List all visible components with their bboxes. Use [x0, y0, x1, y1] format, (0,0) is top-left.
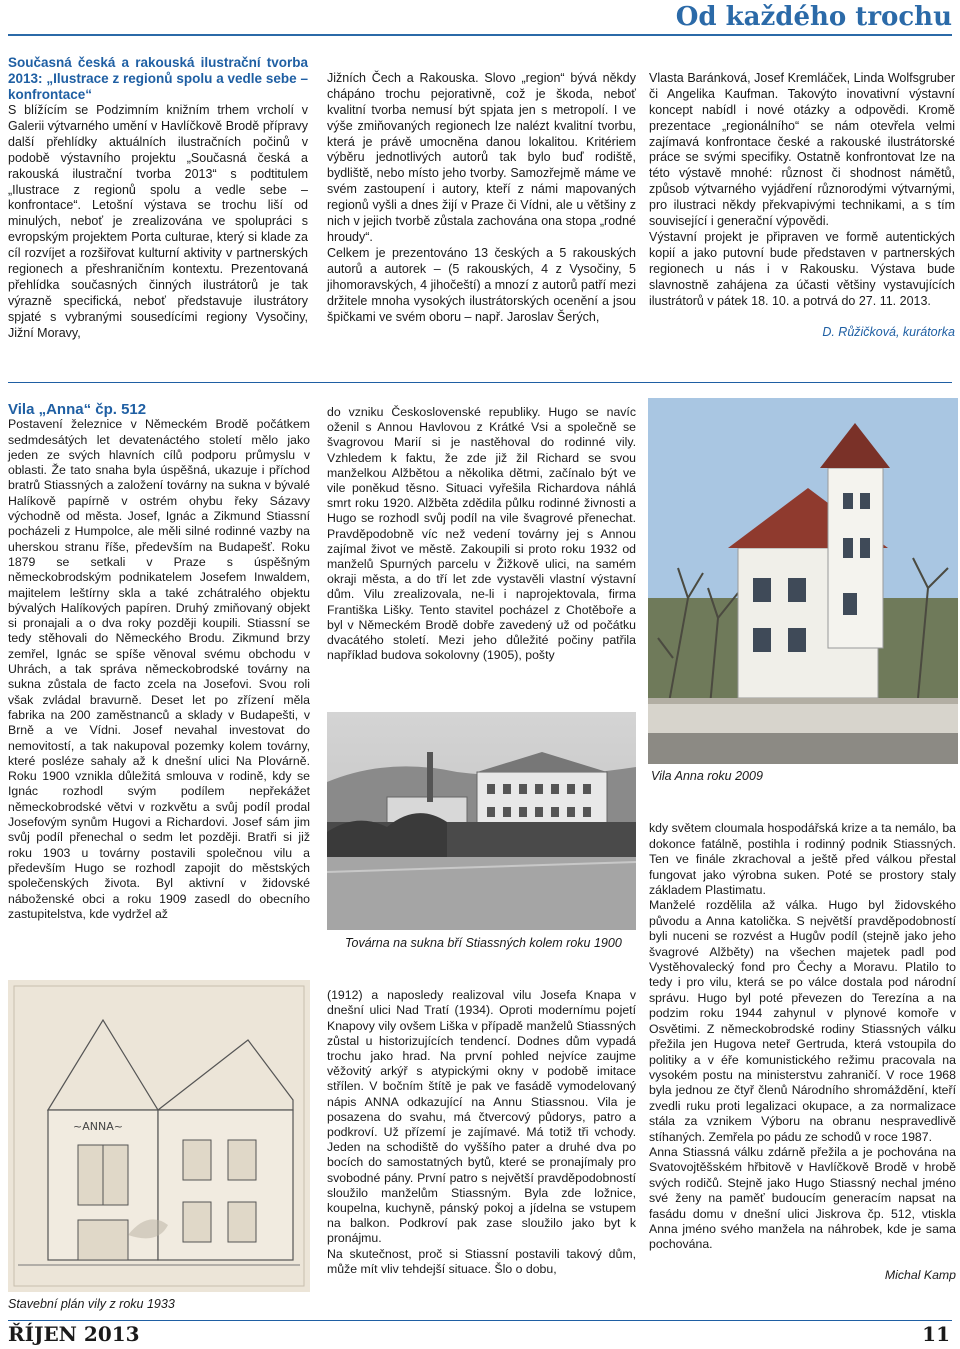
intro-text-1: S blížícím se Podzimním knižním trhem vrcholí v Galerii výtvarného umění v Havlíčkově Brodě přípravy další přehlídky aktuálních ilustračních počinů v podobě výstavního projektu „Současná česká a rakouská ilustrační tvorba 2013“ s podtitulem „Ilustrace z regionů spolu a vedle sebe – konfrontace“. Letošní výstava se trochu liší od minulých, neboť je zrealizována ve spolupráci s evropským projektem Porta culturae, který si klade za cíl rozvíjet a rozšiřovat kulturní aktivity v partnerských regionech a přeshraničním kontextu. Prezentovaná přehlídka současných činných ilustrátorů je tak výrazně specifická, neboť představuje ilustrátory spjaté s vybranými sousedícími regiony Vysočiny, Jižní Moravy,	[8, 103, 308, 340]
intro-title: Současná česká a rakouská ilustrační tvorba 2013: „Ilustrace z regionů spolu a vedle sebe – konfrontace“	[8, 55, 308, 102]
article-column-1	[8, 402, 310, 922]
section-divider	[8, 382, 952, 383]
caption-factory: Továrna na sukna bří Stiassných kolem roku 1900	[345, 936, 622, 950]
intro-column-1	[8, 55, 308, 342]
footer-rule	[8, 1320, 952, 1321]
article-text-2b: (1912) a naposledy realizoval vilu Josefa Knapa v dnešní ulici Nad Tratí (1934). Oproti modernímu pojetí Knapovy vily ovšem Liška v případě manželů Stiassných zůstal u historizujících tendencí. Dodnes dům vypadá trochu jako hrad. Na první pohled nejvíce zaujme věžovitý arkýř s atypickými okny v podobě imitace střílen. V bočním štítě je pak ve fasádě vymodelovaný nápis ANNA odkazující na Annu Stiassnou. Vila je posazena do svahu, má čtvercový půdorys, patro a podkroví. Už přízemí je zajímavé. Má totiž tři vchody. Jeden na schodiště do vyššího pater a druhé dva po bocích do samostatných bytů, které se pronajímaly pro svobodné pány. První patro s největší pravděpodobností sloužilo manželům Stiassným. Byla zde ložnice, koupelna, kuchyně, pánský pokoj a jídelna se vstupem na balkon. Podkroví pak zase sloužilo jako byt k pronájmu. Na skutečnost, proč si Stiassní postavili takový dům, může mít vliv tehdejší situace. Šlo o dobu,	[327, 988, 636, 1276]
article-signature: Michal Kamp	[884, 1268, 956, 1283]
section-title: Od každého trochu	[675, 2, 952, 32]
building-plan-image	[8, 980, 310, 1292]
article-text-3: kdy světem cloumala hospodářská krize a ta nemálo, ba dokonce fatálně, postihla i rodinný podnik Stiassných. Ten ve finále zkrachoval a ještě před válkou přestal fungovat jako výrobna suken. Poté se prostory staly základem Plastimatu. Manželé rozdělila až válka. Hugo byl židovského původu a Anna katolička. S největší pravděpodobností byli nuceni se rozvést a Hugův podíl (stejně jako jeho švagrové Alžběty) na všechen majetek padl pod Vystěhovalecký fond pro Čechy a Moravu. Platilo to tedy i pro vilu, která se po válce dostala pod národní správu. Hugo byl poté převezen do Terezína a na podzim roku 1944 zahynul v plynové komoře v Osvětimi. Z německobrodské rodiny Stiassných válku přežila jen Hugova neteř Gertruda, která vstoupila do politiky a v éře komunistického režimu pracovala na vysokém postu na ministerstvu zahraničí. V roce 1968 byla jednou ze čtyř členů Národního shromáždění, kteří zvedli ruku proti legalizaci okupace, a za normalizace stála za vznikem Výboru na obranu nespravedlivě stíhaných. Zemřela po pádu ze schodů v roce 1987. Anna Stiassná válku zdárně přežila a je pochována na Svatovojtěšském hřbitově v Havlíčkově Brodě v hrobě svých rodičů. Stejně jako Hugo Stiassný nechal jméno své ženy na paměť budoucím generacím napsat na fasádu domu v dnešní ulici Jiskrova čp. 512, vtiskla Anna jméno svého manžela na náhrobek, kde je sama pochována.	[649, 821, 956, 1252]
plan-sign-text: ~ANNA~	[73, 1120, 123, 1133]
caption-villa: Vila Anna roku 2009	[651, 769, 763, 783]
article-title: Vila „Anna“ čp. 512	[8, 401, 147, 418]
factory-photo	[327, 712, 636, 930]
article-column-3	[649, 806, 956, 1299]
footer-month: ŘÍJEN 2013	[8, 1322, 140, 1346]
intro-column-2	[327, 55, 636, 341]
article-text-2a: do vzniku Československé republiky. Hugo se navíc oženil s Annou Havlovou z Krátké Vsi a společně se švagrovou Marií si je nastěhoval do rodinné vily. Vzhledem k faktu, že zde již žil Richard se svou manželkou Alžbětou a několika dětmi, začínalo být ve vile poněkud těsno. Situaci vyřešila Richardova náhlá smrt roku 1920. Alžběta zdědila půlku rodinné živnosti a Hugo se rozhodl svůj podíl na vile švagrové přenechat. Pravděpodobně víc než vedení továrny jej s Annou zajímal život ve městě. Zakoupili si proto roku 1932 od manželů Spurných parcelu v Žižkově ulici, na samém okraji města, a do tří let zde vystavěli vlastní výstavní dům. Vilu zrealizovala, ne-li i naprojektovala, firma Františka Lišky. Tento stavitel pocházel z Chotěboře a byl v Německém Brodě dobře zavedený už od počátku dvacátého století. Mezi jeho důležité počiny patřila například budova sokolovny (1905), pošty	[327, 405, 636, 663]
article-column-2-bottom	[327, 973, 636, 1292]
page-number: 11	[922, 1322, 950, 1346]
intro-text-2: Jižních Čech a Rakouska. Slovo „region“ bývá někdy chápáno trochu pejorativně, což je škoda, neboť kvalitní tvorba nemusí být spjata jen s metropolí. I ve výše zmiňovaných regionech lze nalézt kvalitní tvorbu, která je právě umocněna danou lokalitou. Kritériem výběru jednotlivých autorů tak bylo buď rodiště, bydliště, nebo místo jeho tvorby. Samozřejmě máme ve svém zastoupení i autory, kteří z námi mapovaných regionů vyšli a dnes žijí v Praze či Vídni, ale u většiny z nich v jejich tvorbě zůstala zachována ona stopa „rodné hroudy“. Celkem je prezentováno 13 českých a 5 rakouských autorů a autorek – (5 rakouských, 4 z Vysočiny, 5 jihomoravských, 4 jihočeští) a mnozí z autorů patří mezi držitele mnoha vysokých ilustrátorských ocenění a jsou špičkami ve svém oboru – např. Jaroslav Šerých,	[327, 70, 636, 324]
intro-text-3: Vlasta Baránková, Josef Kremláček, Linda Wolfsgruber či Angelika Kaufman. Takovýto inovativní výstavní koncept nabídl i nové otázky a odpovědi. Kromě prezentace „regionálního“ se nám otevřela velmi zajímavá konfrontace české a rakouské ilustrátorské práce se svými specifiky. Ostatně konfrontovat lze na této výstavě mnohé: různost či shodnost námětů, způsob výtvarného vyjádření různorodými výtvarnými, pro ilustraci někdy překvapivými technikami, a s tím související i generační výpovědi. Výstavní projekt je připraven ve formě autentických kopií a jako putovní bude představen v partnerských regionech u nás i v Rakousku. Výstava bude slavnostně zahájena za účasti většiny vystavujících ilustrátorů v pátek 18. 10. a potrvá do 27. 11. 2013.	[649, 70, 955, 308]
header-rule	[8, 34, 952, 36]
article-column-2-top	[327, 405, 636, 663]
intro-signature: D. Růžičková, kurátorka	[822, 325, 955, 340]
caption-plan: Stavební plán vily z roku 1933	[8, 1297, 175, 1311]
villa-photo	[648, 398, 958, 764]
article-text-1: Postavení železnice v Německém Brodě počátkem sedmdesátých let devatenáctého století mělo jako jeden ze svých hlavních cílů podporu průmyslu v oblasti. Že tato snaha byla úspěšná, ukazuje i příchod bratrů Stiassných a založení továrny na sukna v bývalé Halíkově papírně v ostrém ohybu řeky Sázavy východně od města. Josef, Ignác a Zikmund Stiassní pocházeli z Humpolce, ale měli silné rodinné vazby na uherskou stranu říše, především na Budapešť. Roku 1879 se setkali v Praze s úspěšným německobrodským podnikatelem Josefem Inwaldem, majitelem leštírny skla a také zchátralého objektu bývalých Halíkových papíren. Druhý zmiňovaný objekt si pronajali a o dva roky později koupili. Stiassní se tedy stěhovali do Německého Brodu. Zikmund brzy zemřel, Ignác se spíše věnoval svému obchodu v Uhrách, a tak správa německobrodské továrny na sukna zůstala de facto zcela na Josefovi. Svou roli však zvládal bravurně. Deset let po zřízení měla fabrika na 200 zaměstnanců a sklady v Budapešti, v Brně a ve Vídni. Josef nevahal investovat do nemovitostí, a tak nakupoval pozemky kolem továrny, které posléze sahaly až k dnešní ulici Na Plovárně. Roku 1900 vznikla důležitá smlouva v rodině, kdy se Ignác rozhodl svým podílem nepřekážet německobrodské větvi v rozkvětu a svůj podíl prodal Josefovým synům Hugovi a Richardovi. Josef sám jim svůj podíl přenechal o sedm let později. Bratři si již roku 1903 u továrny postavili společnou vilu a především Hugo se rozhodl zapojit do městských společenských života. Byl aktivní v židovské náboženské obci a roku 1909 zasedl do obecního zastupitelstva, kde vydržel až	[8, 417, 310, 921]
intro-column-3	[649, 55, 955, 357]
